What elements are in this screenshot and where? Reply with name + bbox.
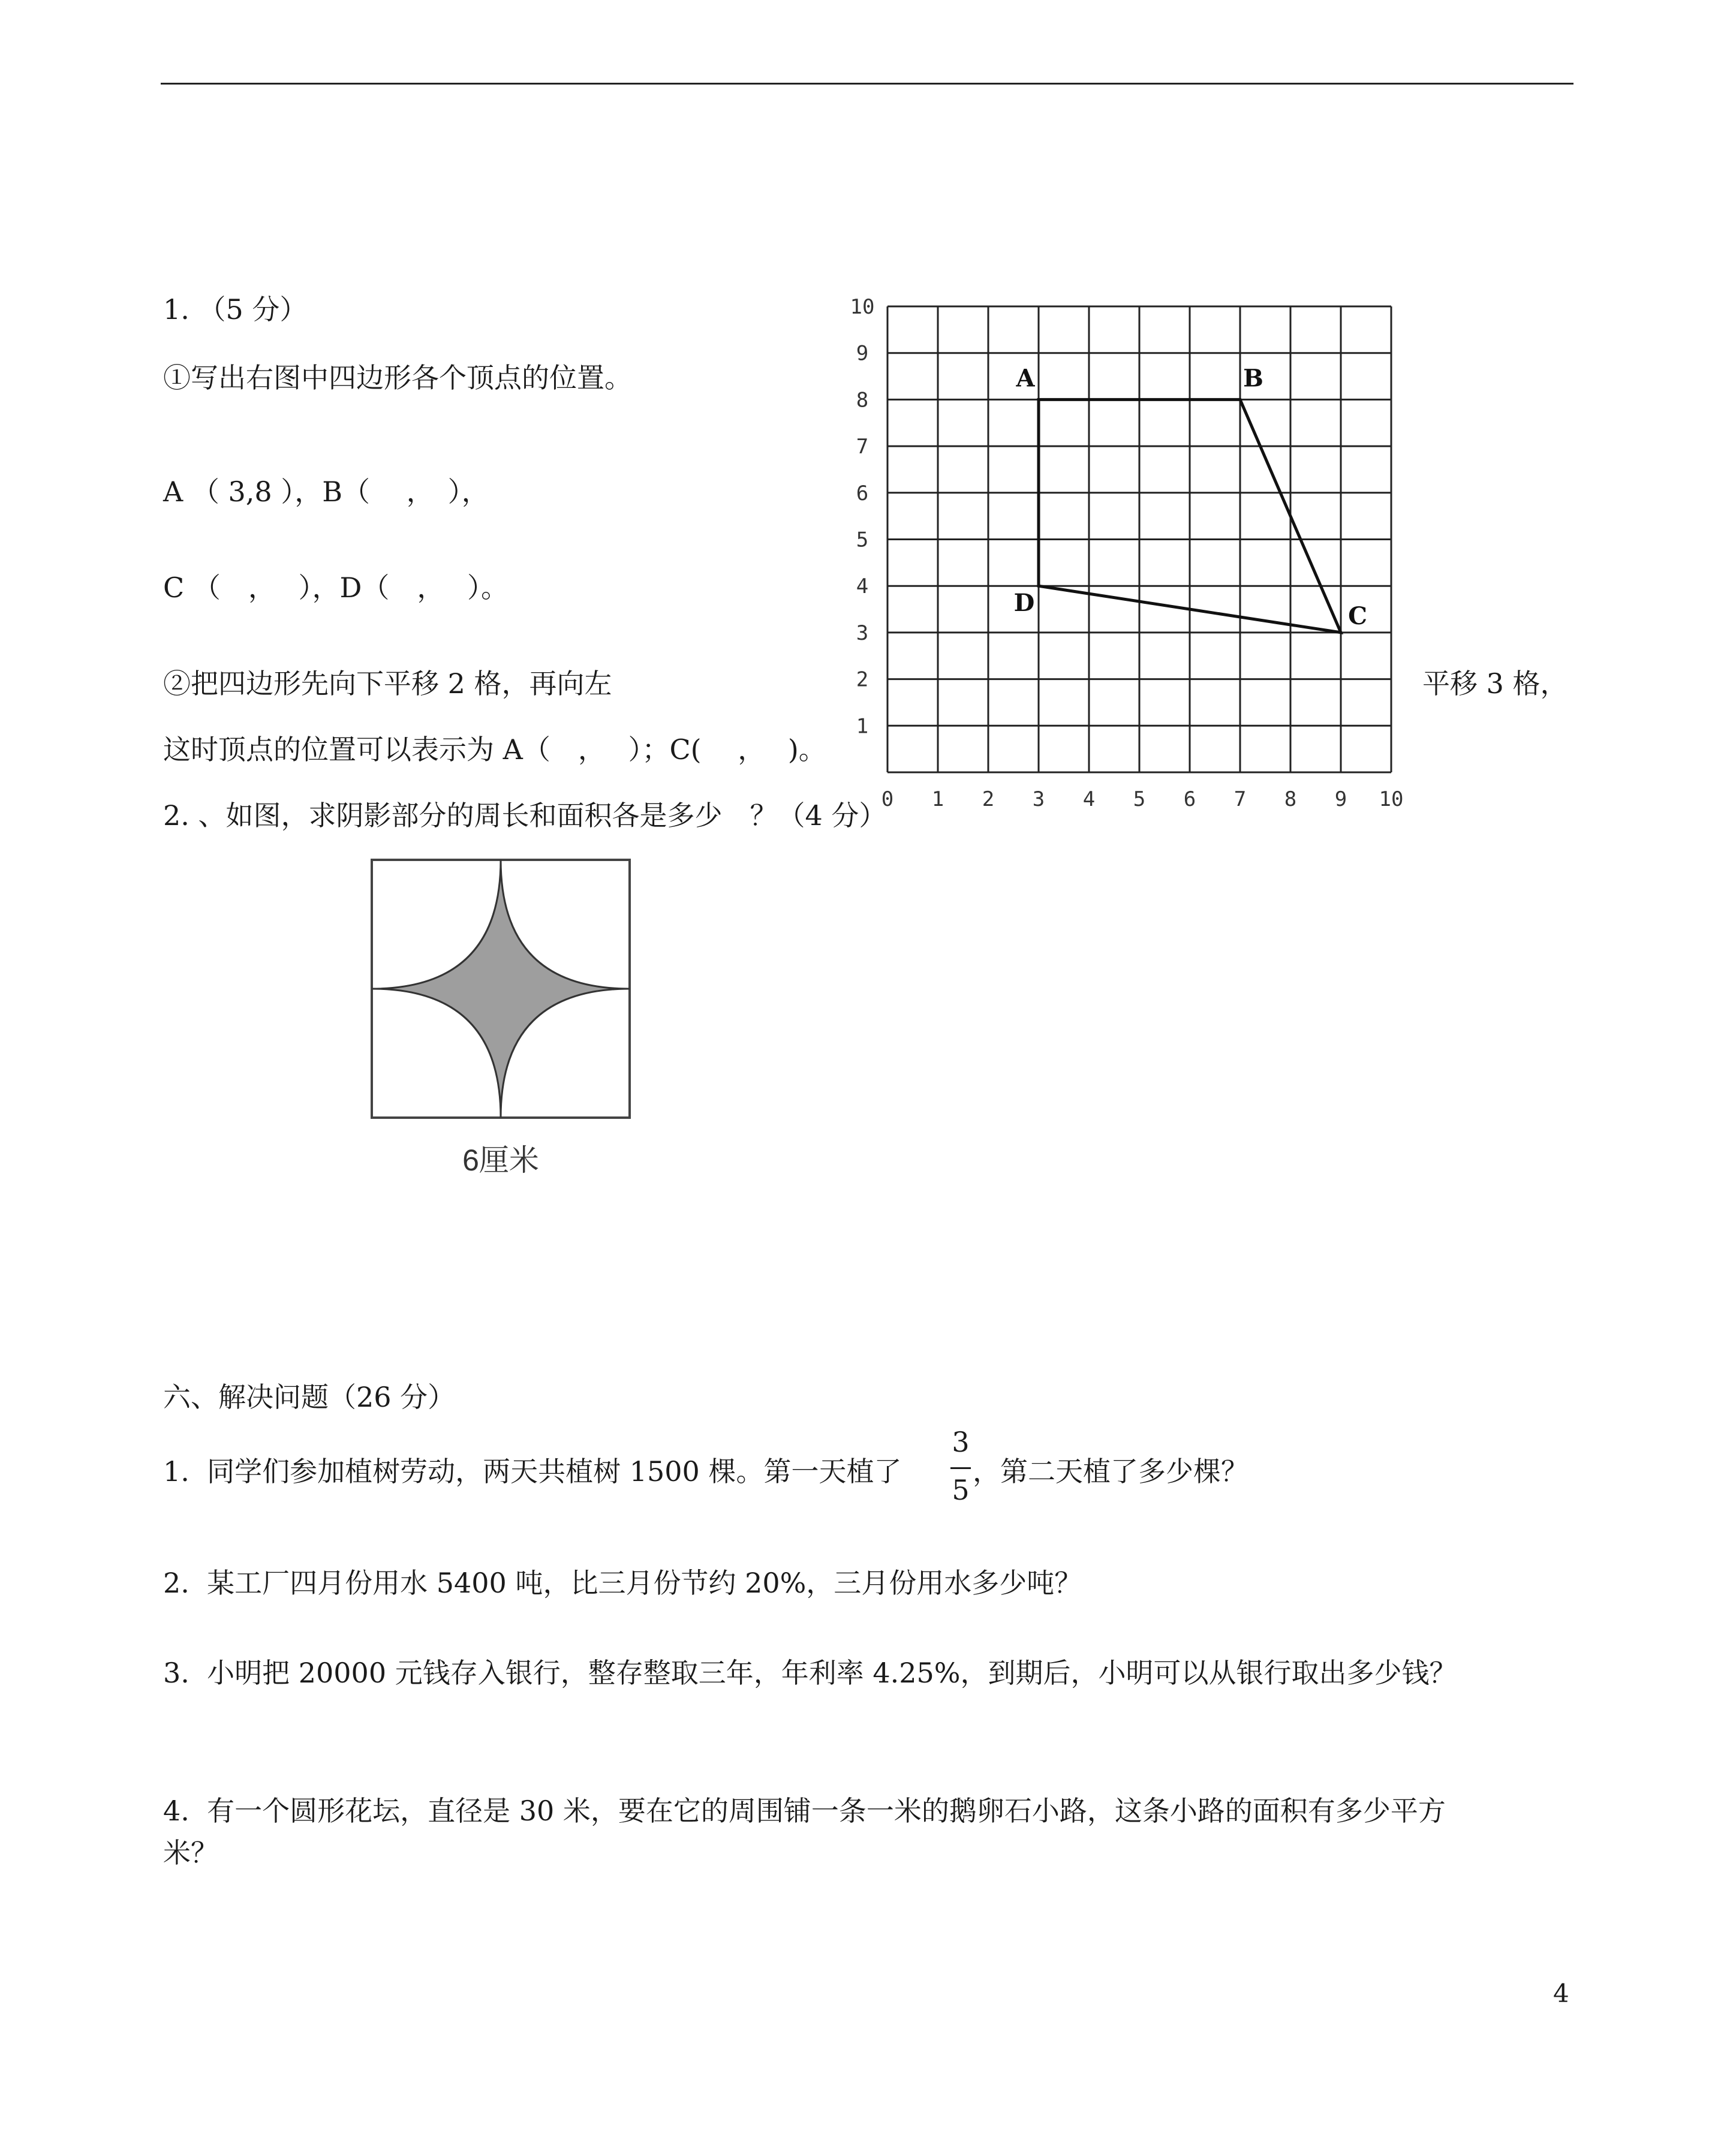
grid-svg [828, 288, 1421, 815]
q1-line-ab: A （ 3,8 ），B（ ， ）， [163, 475, 489, 508]
fraction-numerator: 3 [952, 1426, 970, 1458]
x-tick-label: 4 [1082, 787, 1096, 811]
y-tick-label: 9 [856, 341, 869, 366]
q1-part2-line2: 这时顶点的位置可以表示为 A（ ， ）；C( ， )。 [163, 733, 826, 766]
fraction-denominator: 5 [952, 1474, 970, 1506]
vertex-label-b: B [1243, 364, 1263, 393]
x-tick-label: 7 [1233, 787, 1247, 811]
section6-p4-line1: 4. 有一个圆形花坛，直径是 30 米，要在它的周围铺一条一米的鹅卵石小路，这条小路的面积有多少平方 [163, 1795, 1446, 1827]
x-tick-label: 2 [982, 787, 995, 811]
x-tick-label: 8 [1284, 787, 1297, 811]
section6-p3: 3. 小明把 20000 元钱存入银行，整存整取三年，年利率 4.25%，到期后，小明可以从银行取出多少钱？ [163, 1657, 1457, 1689]
x-tick-label: 10 [1379, 787, 1404, 811]
q1-line-cd: C （ ， ），D（ ， ）。 [163, 571, 509, 604]
star-svg [360, 851, 648, 1187]
q1-part2-right: 平移 3 格， [1422, 667, 1568, 700]
section6-p2: 2. 某工厂四月份用水 5400 吨，比三月份节约 20%，三月份用水多少吨？ [163, 1567, 1082, 1599]
x-tick-label: 5 [1133, 787, 1146, 811]
section6-p4-line2: 米？ [163, 1837, 218, 1869]
x-tick-label: 3 [1032, 787, 1045, 811]
page-number: 4 [1553, 1979, 1569, 2008]
y-tick-label: 7 [856, 435, 869, 459]
vertex-label-a: A [1016, 364, 1035, 393]
y-tick-label: 10 [850, 295, 875, 319]
y-tick-label: 2 [856, 667, 869, 692]
figure-label: 6厘米 [462, 1143, 539, 1177]
section6-p1-before: 1. 同学们参加植树劳动，两天共植树 1500 棵。第一天植了 [163, 1455, 902, 1488]
q1-title: 1. （5 分） [163, 293, 308, 326]
section6-p1-after: ，第二天植了多少棵？ [973, 1455, 1248, 1488]
y-tick-label: 4 [856, 574, 869, 599]
x-tick-label: 1 [931, 787, 944, 811]
fraction-bar [950, 1467, 971, 1469]
y-tick-label: 3 [856, 621, 869, 645]
shaded-star-figure [360, 851, 648, 1187]
coordinate-grid-figure [828, 288, 1421, 815]
x-tick-label: 0 [881, 787, 894, 811]
section6-title: 六、解决问题（26 分） [163, 1381, 456, 1413]
y-tick-label: 6 [856, 481, 869, 505]
q1-part2-left: ②把四边形先向下平移 2 格，再向左 [163, 667, 612, 700]
y-tick-label: 8 [856, 388, 869, 413]
y-tick-label: 5 [856, 528, 869, 552]
x-tick-label: 9 [1334, 787, 1347, 811]
vertex-label-d: D [1013, 589, 1035, 618]
y-tick-label: 1 [856, 714, 869, 739]
q1-part1: ①写出右图中四边形各个顶点的位置。 [163, 362, 632, 394]
header-rule [161, 83, 1573, 85]
shaded-region [372, 860, 630, 1118]
vertex-label-c: C [1348, 601, 1367, 630]
q2-title: 2. 、如图，求阴影部分的周长和面积各是多少 ？（4 分） [163, 799, 887, 832]
x-tick-label: 6 [1183, 787, 1196, 811]
